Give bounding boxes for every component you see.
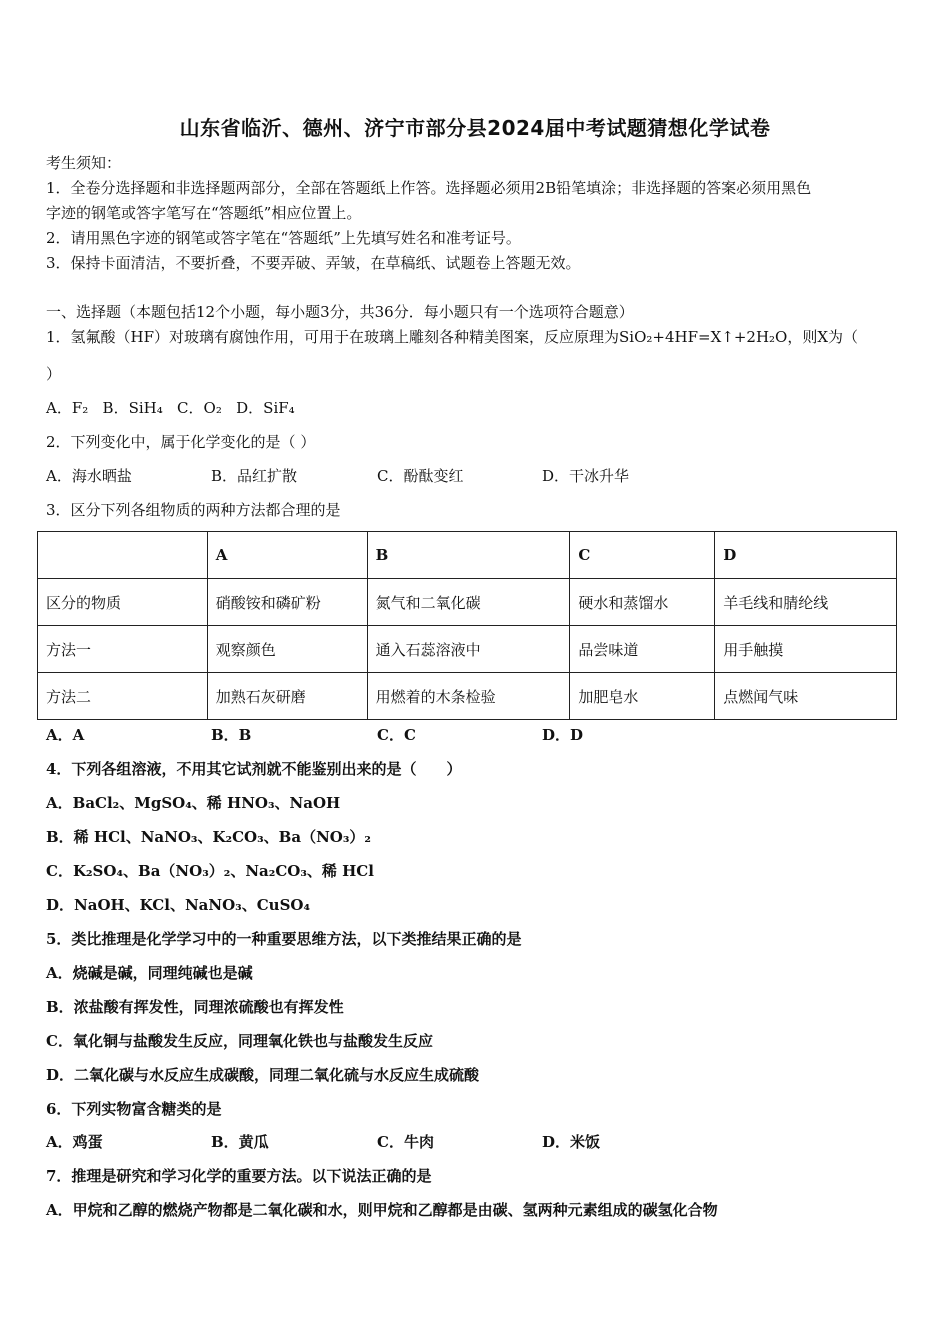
table-cell: 观察颜色	[207, 626, 367, 673]
notice-item-1-cont: 字迹的钢笔或答字笔写在“答题纸”相应位置上。	[46, 204, 362, 222]
table-row	[38, 626, 897, 673]
q3-option-d: D．D	[542, 726, 584, 744]
table-cell: 品尝味道	[570, 626, 715, 673]
table-cell: 用手触摸	[715, 626, 897, 673]
q1-stem: 1．氢氟酸（HF）对玻璃有腐蚀作用，可用于在玻璃上雕刻各种精美图案，反应原理为SiO₂+4HF=X↑+2H₂O，则X为（	[46, 328, 859, 346]
table-cell: 加熟石灰研磨	[207, 673, 367, 720]
q4-option-d: D．NaOH、KCl、NaNO₃、CuSO₄	[46, 896, 311, 914]
q4-option-b: B．稀 HCl、NaNO₃、K₂CO₃、Ba（NO₃）₂	[46, 828, 371, 846]
notice-item-2: 2．请用黑色字迹的钢笔或答字笔在“答题纸”上先填写姓名和准考证号。	[46, 229, 521, 247]
q7-option-a: A．甲烷和乙醇的燃烧产物都是二氧化碳和水，则甲烷和乙醇都是由碳、氢两种元素组成的碳氢化合物	[46, 1201, 718, 1219]
q4-option-c: C．K₂SO₄、Ba（NO₃）₂、Na₂CO₃、稀 HCl	[46, 862, 374, 880]
table-cell: 方法二	[38, 673, 208, 720]
q6-option-b: B．黄瓜	[211, 1133, 269, 1151]
table-header-cell: B	[367, 532, 570, 579]
q2-option-a: A．海水晒盐	[46, 467, 132, 485]
table-header-cell: C	[570, 532, 715, 579]
table-cell: 区分的物质	[38, 579, 208, 626]
q1-options: A．F₂ B．SiH₄ C．O₂ D．SiF₄	[46, 399, 295, 417]
q5-option-d: D．二氧化碳与水反应生成碳酸，同理二氧化硫与水反应生成硫酸	[46, 1066, 480, 1084]
table-cell: 通入石蕊溶液中	[367, 626, 570, 673]
q5-stem: 5．类比推理是化学学习中的一种重要思维方法，以下类推结果正确的是	[46, 930, 522, 948]
table-row	[38, 579, 897, 626]
q7-stem: 7．推理是研究和学习化学的重要方法。以下说法正确的是	[46, 1167, 432, 1185]
q3-stem: 3．区分下列各组物质的两种方法都合理的是	[46, 501, 341, 519]
section-heading: 一、选择题（本题包括12个小题，每小题3分，共36分．每小题只有一个选项符合题意）	[46, 303, 634, 321]
notice-item-3: 3．保持卡面清洁，不要折叠，不要弄破、弄皱，在草稿纸、试题卷上答题无效。	[46, 254, 581, 272]
q2-option-c: C．酚酞变红	[377, 467, 464, 485]
q6-option-c: C．牛肉	[377, 1133, 434, 1151]
q3-table	[37, 531, 897, 720]
q3-option-a: A．A	[46, 726, 85, 744]
q3-option-b: B．B	[211, 726, 252, 744]
table-row	[38, 673, 897, 720]
q6-option-a: A．鸡蛋	[46, 1133, 103, 1151]
table-cell: 加肥皂水	[570, 673, 715, 720]
q3-option-c: C．C	[377, 726, 416, 744]
q6-stem: 6．下列实物富含糖类的是	[46, 1100, 222, 1118]
notice-heading: 考生须知：	[46, 154, 122, 172]
notice-item-1: 1．全卷分选择题和非选择题两部分，全部在答题纸上作答。选择题必须用2B铅笔填涂；非选择题的答案必须用黑色	[46, 179, 812, 197]
q5-option-c: C．氧化铜与盐酸发生反应，同理氧化铁也与盐酸发生反应	[46, 1032, 433, 1050]
table-header-row	[38, 532, 897, 579]
table-cell: 硝酸铵和磷矿粉	[207, 579, 367, 626]
table-cell: 点燃闻气味	[715, 673, 897, 720]
table-cell: 用燃着的木条检验	[367, 673, 570, 720]
q5-option-b: B．浓盐酸有挥发性，同理浓硫酸也有挥发性	[46, 998, 344, 1016]
table-cell: 羊毛线和腈纶线	[715, 579, 897, 626]
q1-stem-end: ）	[46, 365, 62, 383]
q6-option-d: D．米饭	[542, 1133, 601, 1151]
q2-option-b: B．品红扩散	[211, 467, 298, 485]
table-cell: 方法一	[38, 626, 208, 673]
q2-stem: 2．下列变化中，属于化学变化的是（ ）	[46, 433, 316, 451]
table-cell: 硬水和蒸馏水	[570, 579, 715, 626]
q4-stem: 4．下列各组溶液，不用其它试剂就不能鉴别出来的是（ ）	[46, 760, 462, 778]
table-cell: 氮气和二氧化碳	[367, 579, 570, 626]
q5-option-a: A．烧碱是碱，同理纯碱也是碱	[46, 964, 253, 982]
table-header-cell: A	[207, 532, 367, 579]
page-title: 山东省临沂、德州、济宁市部分县2024届中考试题猜想化学试卷	[179, 116, 771, 140]
table-header-cell	[38, 532, 208, 579]
table-header-cell: D	[715, 532, 897, 579]
q4-option-a: A．BaCl₂、MgSO₄、稀 HNO₃、NaOH	[46, 794, 341, 812]
q2-option-d: D．干冰升华	[542, 467, 630, 485]
